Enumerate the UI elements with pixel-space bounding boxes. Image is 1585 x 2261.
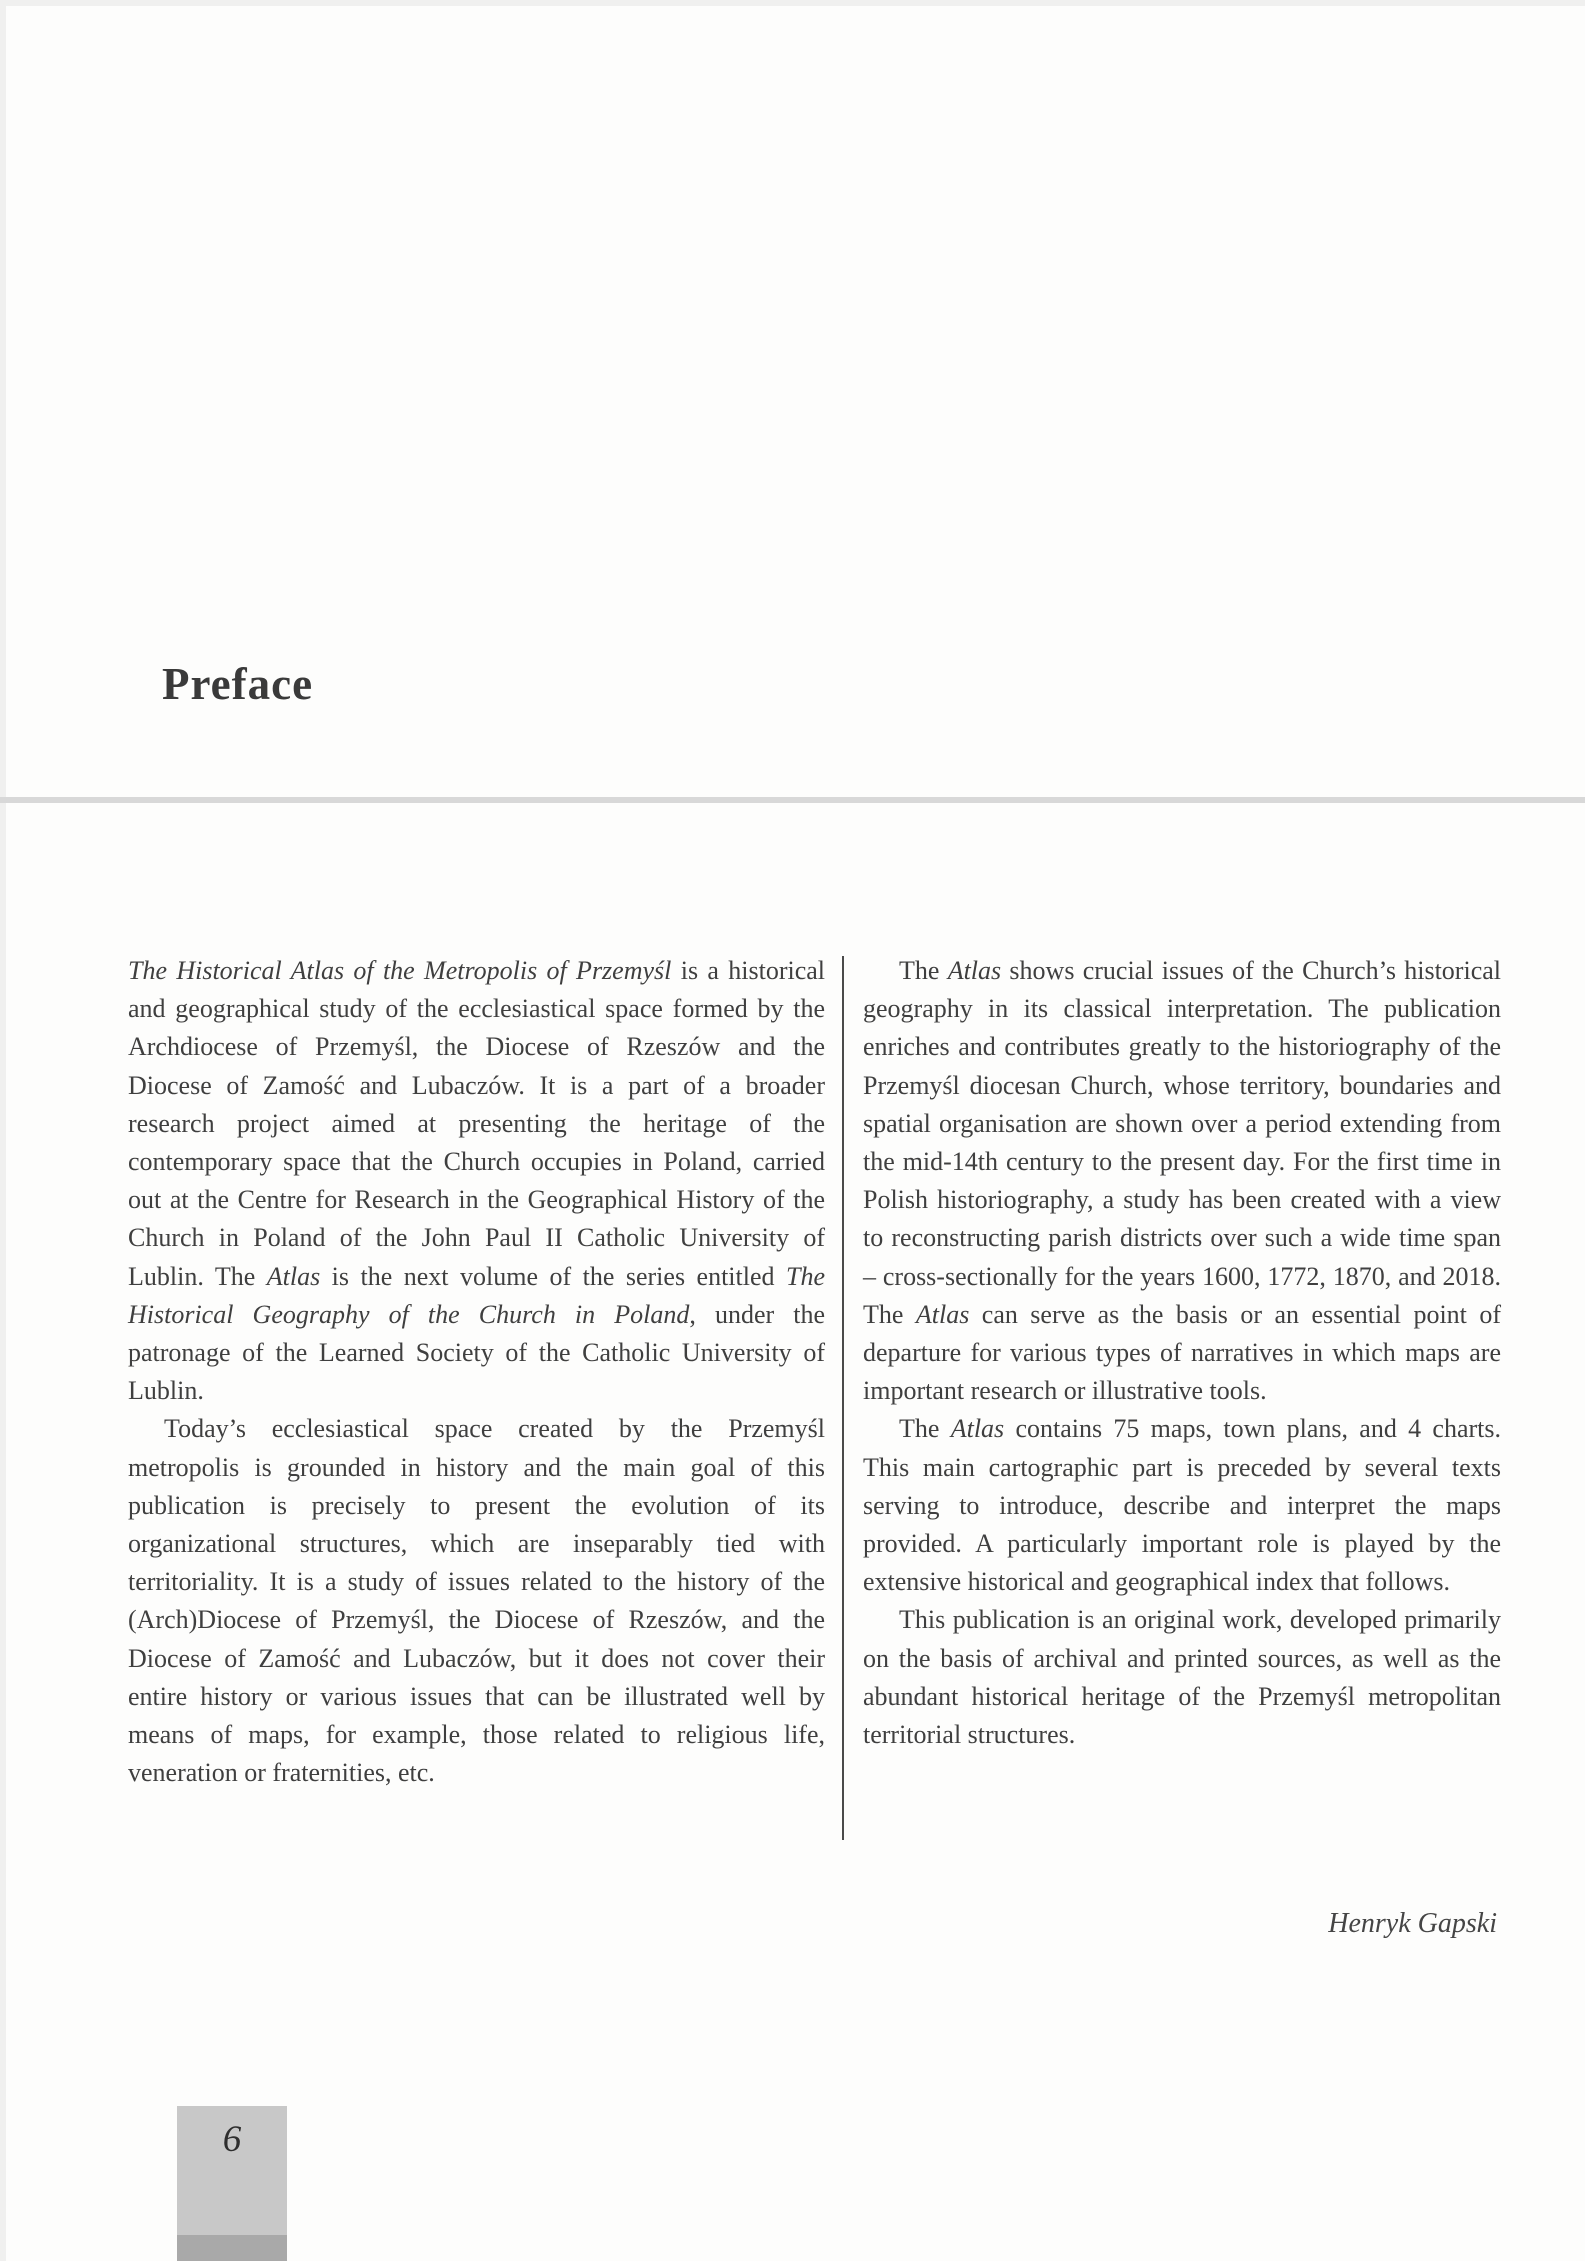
two-column-text <box>128 952 1502 1840</box>
author-signature: Henryk Gapski <box>1328 1908 1497 1939</box>
text-segment: The <box>899 956 948 985</box>
text-column-right <box>863 952 1501 1840</box>
page-title: Preface <box>162 659 314 709</box>
paragraph <box>863 1601 1501 1754</box>
section-divider <box>0 797 1585 803</box>
page-number: 6 <box>222 2119 242 2160</box>
italic-text-segment: Atlas <box>915 1299 970 1329</box>
paragraph <box>863 952 1501 1410</box>
italic-text-segment: Atlas <box>266 1261 321 1291</box>
text-segment: This publication is an original work, developed primarily on the basis of archival and printed sources, as well as the abundant historical heritage of the Przemyśl metropolitan territorial structures. <box>863 1605 1501 1750</box>
text-segment: is a historical and geographical study of the ecclesiastical space formed by the Archdiocese of Przemyśl, the Diocese of Rzeszów and the Diocese of Zamość and Lubaczów. It is a part of a broader research project aimed at presenting the heritage of the contemporary space that the Church occupies in Poland, carried out at the Centre for Research in the Geographical History of the Church in Poland of the John Paul II Catholic University of Lublin. The <box>128 956 826 1291</box>
page-tab-shade <box>177 2235 287 2261</box>
scan-edge-left <box>0 0 6 2261</box>
text-segment: can serve as the basis or an essential point of departure for various types of narratives in which maps are important research or illustrative tools. <box>863 1299 1501 1406</box>
paragraph <box>128 952 825 1410</box>
italic-text-segment: The Historical Geography of the Church in Poland <box>128 1261 826 1329</box>
text-column-left <box>128 952 825 1840</box>
paragraph <box>128 1410 825 1792</box>
text-segment: shows crucial issues of the Church’s historical geography in its classical interpretation. The publication enriches and contributes greatly to the historiography of the Przemyśl diocesan Church, whose territory, boundaries and spatial organisation are shown over a period extending from the mid-14th century to the present day. For the first time in Polish historiography, a study has been created with a view to reconstructing parish districts over such a wide time span – cross-sectionally for the years 1600, 1772, 1870, and 2018. The <box>863 956 1501 1329</box>
italic-text-segment: Atlas <box>947 956 1002 985</box>
text-segment: Today’s ecclesiastical space created by the Przemyśl metropolis is grounded in history and the main goal of this publication is precisely to present the evolution of its organizational structures, which are inseparably tied with territoriality. It is a study of issues related to the history of the (Arch)Diocese of Przemyśl, the Diocese of Rzeszów, and the Diocese of Zamość and Lubaczów, but it does not cover their entire history or various issues that can be illustrated well by means of maps, for example, those related to religious life, veneration or fraternities, etc. <box>128 1414 825 1788</box>
text-segment: The <box>899 1414 951 1444</box>
text-segment: is the next volume of the series entitled <box>320 1261 787 1291</box>
italic-text-segment: The Historical Atlas of the Metropolis of Przemyśl <box>128 956 672 985</box>
page-number-tab <box>177 2106 287 2261</box>
paragraph <box>863 1410 1501 1601</box>
text-segment: contains 75 maps, town plans, and 4 charts. This main cartographic part is preceded by several texts serving to introduce, describe and interpret the maps provided. A particularly important role is played by the extensive historical and geographical index that follows. <box>863 1414 1502 1597</box>
scan-edge-top <box>0 0 1585 6</box>
column-rule <box>842 956 844 1840</box>
text-segment: , under the patronage of the Learned Society of the Catholic University of Lublin. <box>128 1299 825 1406</box>
italic-text-segment: Atlas <box>950 1414 1005 1444</box>
